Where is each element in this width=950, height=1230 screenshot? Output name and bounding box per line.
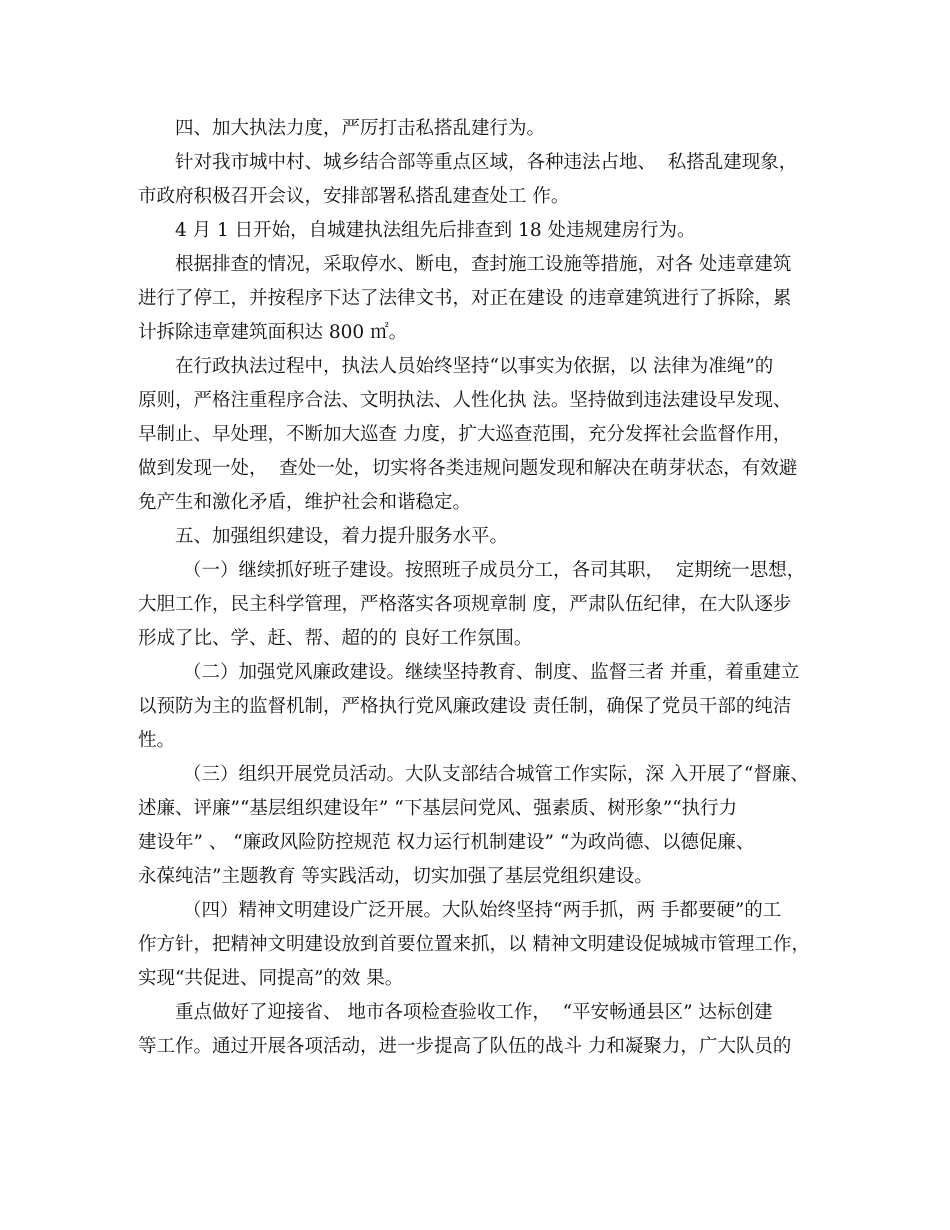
text-line: 四、加大执法力度，严厉打击私搭乱建行为。 bbox=[175, 118, 546, 139]
paragraph bbox=[138, 554, 822, 656]
text-line: 根据排查的情况，采取停水、断电，查封施工设施等措施，对各 处违章建筑 bbox=[175, 254, 792, 275]
text-line: 做到发现一处， 查处一处，切实将各类违规问题发现和解决在萌芽状态，有效避 bbox=[138, 458, 798, 479]
text-line: （二）加强党风廉政建设。继续坚持教育、制度、监督三者 并重，着重建立 bbox=[183, 662, 800, 683]
text-line: 以预防为主的监督机制，严格执行党风廉政建设 责任制，确保了党员干部的纯洁 bbox=[138, 696, 792, 717]
text-line: 大胆工作，民主科学管理，严格落实各项规章制 度，严肃队伍纪律，在大队逐步 bbox=[138, 594, 792, 615]
paragraph bbox=[138, 894, 822, 996]
text-line: 4 月 1 日开始，自城建执法组先后排查到 18 处违规建房行为。 bbox=[175, 220, 696, 241]
text-line: （四）精神文明建设广泛开展。大队始终坚持“两手抓，两 手都要硬”的工 bbox=[183, 900, 782, 921]
paragraph bbox=[138, 248, 822, 350]
paragraph bbox=[138, 214, 822, 248]
text-line: 永葆纯洁”主题教育 等实践活动，切实加强了基层党组织建设。 bbox=[138, 866, 653, 887]
text-line: 市政府积极召开会议，安排部署私搭乱建查处工 作。 bbox=[138, 186, 570, 207]
paragraph bbox=[138, 350, 822, 520]
text-line: 重点做好了迎接省、 地市各项检查验收工作， “平安畅通县区” 达标创建 bbox=[175, 1002, 773, 1023]
text-line: 计拆除违章建筑面积达 800 ㎡。 bbox=[138, 322, 408, 343]
paragraph bbox=[138, 520, 822, 554]
text-line: 性。 bbox=[138, 730, 176, 751]
document-body bbox=[138, 112, 822, 1064]
text-line: （三）组织开展党员活动。大队支部结合城管工作实际，深 入开展了“督廉、 bbox=[183, 764, 809, 785]
paragraph bbox=[138, 758, 822, 894]
text-line: 形成了比、学、赶、帮、超的的 良好工作氛围。 bbox=[138, 628, 533, 649]
paragraph bbox=[138, 112, 822, 146]
text-line: 实现“共促进、同提高”的效 果。 bbox=[138, 968, 404, 989]
paragraph bbox=[138, 146, 822, 214]
text-line: （一）继续抓好班子建设。按照班子成员分工，各司其职， 定期统一思想， bbox=[183, 560, 806, 581]
text-line: 在行政执法过程中，执法人员始终坚持“以事实为依据，以 法律为准绳”的 bbox=[175, 356, 774, 377]
text-line: 述廉、评廉”“基层组织建设年” “下基层问党风、强素质、树形象”“执行力 bbox=[138, 798, 738, 819]
text-line: 进行了停工，并按程序下达了法律文书，对正在建设 的违章建筑进行了拆除，累 bbox=[138, 288, 792, 309]
text-line: 早制止、早处理，不断加大巡查 力度，扩大巡查范围，充分发挥社会监督作用， bbox=[138, 424, 792, 445]
text-line: 等工作。通过开展各项活动，进一步提高了队伍的战斗 力和凝聚力，广大队员的 bbox=[138, 1036, 792, 1057]
paragraph bbox=[138, 656, 822, 758]
text-line: 五、加强组织建设，着力提升服务水平。 bbox=[175, 526, 509, 547]
text-line: 建设年” 、 “廉政风险防控规范 权力运行机制建设” “为政尚德、以德促廉、 bbox=[138, 832, 755, 853]
text-line: 免产生和激化矛盾，维护社会和谐稳定。 bbox=[138, 492, 472, 513]
paragraph bbox=[138, 996, 822, 1064]
text-line: 原则，严格注重程序合法、文明执法、人性化执 法。坚持做到违法建设早发现、 bbox=[138, 390, 792, 411]
text-line: 针对我市城中村、城乡结合部等重点区域，各种违法占地、 私搭乱建现象， bbox=[175, 152, 798, 173]
text-line: 作方针，把精神文明建设放到首要位置来抓，以 精神文明建设促城城市管理工作， bbox=[138, 934, 810, 955]
